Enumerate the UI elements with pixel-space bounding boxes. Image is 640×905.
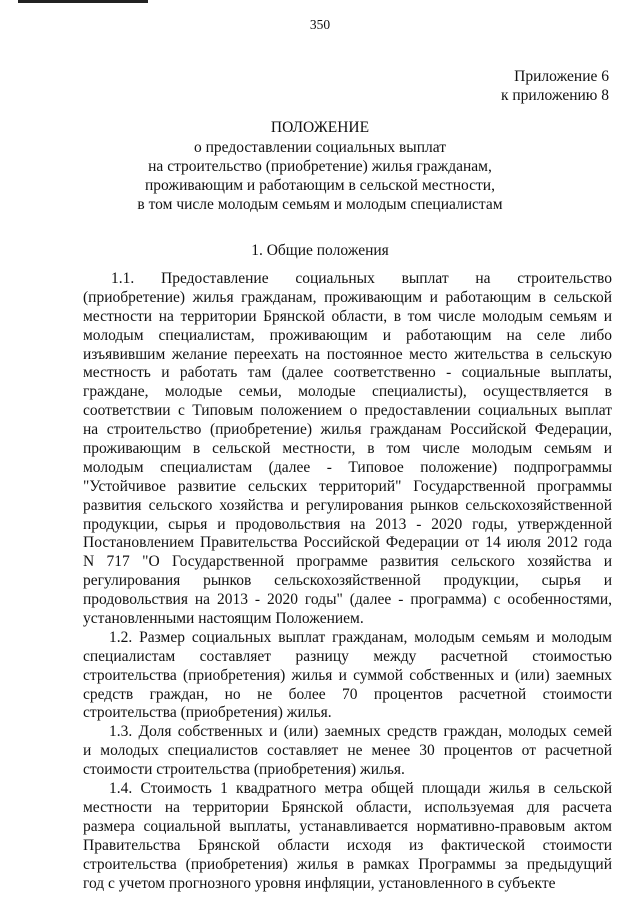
paragraph — [83, 270, 612, 629]
paragraph-line: строительства (приобретения) жилья. — [83, 704, 332, 722]
paragraph-line: строительства (приобретения) жилья и суммой собственных и (или) заемных — [83, 666, 612, 684]
paragraph-line: строительства (приобретения) жилья в рамках Программы за предыдущий — [83, 855, 612, 873]
page-number: 350 — [309, 17, 331, 32]
title-line-4: в том числе молодым семьям и молодым специалистам — [137, 196, 503, 213]
paragraph-line: средств граждан, но не более 70 процентов расчетной стоимости — [83, 685, 612, 703]
paragraph-line: молодым специалистам (далее - Типовое положение) подпрограммы — [83, 458, 612, 476]
paragraph-line: развития сельского хозяйства и регулирования рынков сельскохозяйственной — [83, 496, 612, 514]
paragraph-line: местности на территории Брянской области, в том числе молодым семьям и — [83, 307, 612, 325]
paragraph-line: Постановлением Правительства Российской Федерации от 14 июля 2012 года — [83, 534, 612, 552]
paragraph-line: и молодых специалистов составляет не менее 30 процентов от расчетной — [83, 742, 612, 760]
paragraph-line: на строительство (приобретение) жилья гражданам Российской Федерации, — [83, 421, 612, 439]
paragraph-line: местности на территории Брянской области, используемая для расчета — [83, 798, 612, 816]
paragraph-line: соответствии с Типовым положением о предоставлении социальных выплат — [83, 402, 612, 420]
title-line-1: о предоставлении социальных выплат — [194, 139, 446, 156]
paragraph-line: 1.4. Стоимость 1 квадратного метра общей площади жилья в сельской — [109, 780, 612, 798]
paragraph-line: N 717 "О Государственной программе развития сельского хозяйства и — [83, 553, 612, 571]
paragraph-line: граждане, молодые семьи, молодые специалисты), осуществляется в — [83, 383, 612, 401]
section-heading: 1. Общие положения — [251, 242, 389, 259]
paragraph-line: установленными настоящим Положением. — [83, 610, 364, 628]
top-rule — [18, 0, 148, 3]
appendix-reference — [501, 67, 609, 105]
paragraph — [83, 780, 612, 893]
paragraph-line: проживающим в сельской местности, в том числе молодым семьям и — [83, 440, 612, 458]
body-text — [83, 270, 612, 893]
paragraph-line: "Устойчивое развитие сельских территорий" Государственной программы — [83, 477, 612, 495]
appendix-line-1: Приложение 6 — [514, 68, 609, 85]
paragraph-line: стоимости строительства (приобретения) жилья. — [83, 761, 405, 779]
paragraph-line: изъявившим желание переехать на постоянное место жительства в сельскую — [83, 345, 612, 363]
title-line-3: проживающим и работающим в сельской местности, — [145, 177, 495, 194]
document-title — [0, 118, 640, 214]
paragraph-line: продовольствия на 2013 - 2020 годы" (далее - программа) с особенностями, — [83, 591, 612, 609]
paragraph-line: продукции, сырья и продовольствия на 2013 - 2020 годы, утвержденной — [83, 515, 612, 533]
paragraph — [83, 723, 612, 780]
paragraph-line: (приобретение) жилья гражданам, проживающим и работающим в сельской — [83, 288, 612, 306]
paragraph-line: год с учетом прогнозного уровня инфляции, установленного в субъекте — [83, 874, 556, 892]
paragraph-line: 1.2. Размер социальных выплат гражданам, молодым семьям и молодым — [109, 628, 612, 646]
title-heading: ПОЛОЖЕНИЕ — [270, 119, 370, 136]
appendix-line-2: к приложению 8 — [500, 87, 609, 104]
paragraph-line: 1.3. Доля собственных и (или) заемных средств граждан, молодых семей — [109, 723, 612, 741]
paragraph — [83, 629, 612, 723]
paragraph-line: регулирования рынков сельскохозяйственной продукции, сырья и — [83, 572, 612, 590]
paragraph-line: размера социальной выплаты, устанавливается нормативно-правовым актом — [83, 817, 612, 835]
paragraph-line: Правительства Брянской области исходя из фактической стоимости — [83, 836, 612, 854]
title-line-2: на строительство (приобретение) жилья гражданам, — [148, 158, 492, 175]
paragraph-line: местность и работать там (далее соответственно - социальные выплаты, — [83, 364, 612, 382]
paragraph-line: специалистам составляет разницу между расчетной стоимостью — [83, 647, 612, 665]
paragraph-line: 1.1. Предоставление социальных выплат на строительство — [111, 270, 612, 287]
paragraph-line: молодым специалистам, проживающим и работающим на селе либо — [83, 326, 612, 344]
